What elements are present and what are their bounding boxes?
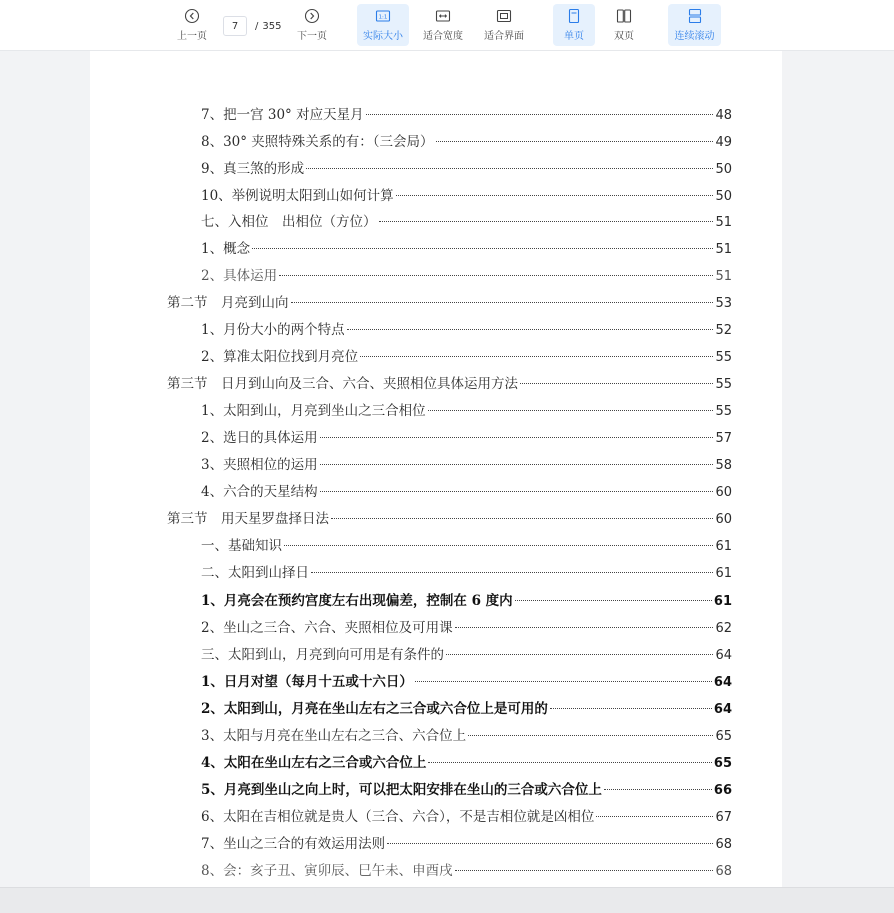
- svg-text:1:1: 1:1: [378, 14, 388, 21]
- toc-leader-dots: [311, 572, 713, 573]
- toc-entry-page: 50: [715, 162, 732, 177]
- toc-entry-title: 3、太阳与月亮在坐山左右之三合、六合位上: [201, 728, 467, 744]
- toc-entry-title: 第三节 日月到山向及三合、六合、夹照相位具体运用方法: [167, 376, 518, 392]
- toc-entry-title: 4、六合的天星结构: [201, 484, 318, 500]
- toc-leader-dots: [284, 545, 713, 546]
- single-page-icon: [566, 8, 582, 24]
- toc-entry-page: 52: [715, 323, 732, 338]
- single-page-button[interactable]: [553, 4, 595, 46]
- toc-leader-dots: [279, 275, 713, 276]
- toc-entry-title: 第三节 用天星罗盘择日法: [167, 511, 329, 527]
- toc-entry: [201, 318, 732, 338]
- toc-entry-title: 9、真三煞的形成: [201, 161, 305, 177]
- double-page-icon: [616, 8, 632, 24]
- toc-entry: [201, 534, 732, 554]
- toc-entry-page: 48: [715, 108, 732, 123]
- toc-entry-title: 1、太阳到山，月亮到坐山之三合相位: [201, 403, 426, 419]
- toc-entry: [201, 561, 732, 581]
- fit-width-label: 适合宽度: [423, 31, 463, 42]
- toc-leader-dots: [306, 168, 713, 169]
- toc-entry: [201, 832, 732, 852]
- toc-entry: [201, 643, 732, 663]
- toc-entry-title: 2、具体运用: [201, 268, 278, 284]
- toc-entry-title: 8、会：亥子丑、寅卯辰、巳午未、申酉戌: [201, 863, 453, 879]
- chevron-right-circle-icon: [304, 8, 320, 24]
- toc-entry-page: 50: [715, 189, 732, 204]
- toc-entry: [201, 345, 732, 365]
- toc-entry-page: 57: [715, 431, 732, 446]
- toc-entry-title: 7、把一宫 30° 对应天星月: [201, 107, 364, 123]
- actual-size-label: 实际大小: [363, 31, 403, 42]
- toc-entry-page: 55: [715, 404, 732, 419]
- toc-leader-dots: [387, 843, 713, 844]
- toc-leader-dots: [604, 789, 712, 790]
- toc-entry: [201, 805, 732, 825]
- toc-entry: [201, 426, 732, 446]
- toc-leader-dots: [320, 491, 714, 492]
- toc-leader-dots: [455, 870, 714, 871]
- toc-entry: [201, 859, 732, 879]
- document-page: [90, 51, 782, 887]
- toc-leader-dots: [596, 816, 713, 817]
- toc-leader-dots: [455, 627, 714, 628]
- toc-entry-title: 二、太阳到山择日: [201, 565, 309, 581]
- toc-entry-title: 三、太阳到山，月亮到向可用是有条件的: [201, 647, 444, 663]
- toc-entry-title: 4、太阳在坐山左右之三合或六合位上: [201, 755, 427, 771]
- toc-entry-page: 62: [715, 621, 732, 636]
- toc-leader-dots: [252, 248, 713, 249]
- toc-entry-title: 10、举例说明太阳到山如何计算: [201, 188, 394, 204]
- toc-leader-dots: [360, 356, 713, 357]
- actual-size-icon: [375, 8, 391, 24]
- toc-entry-page: 64: [715, 648, 732, 663]
- toc-entry-page: 49: [715, 135, 732, 150]
- toc-entry: [201, 210, 732, 230]
- page-number-input[interactable]: [223, 16, 247, 36]
- toc-entry-page: 64: [713, 702, 732, 717]
- toc-entry-title: 1、月亮会在预约宫度左右出现偏差，控制在 6 度内: [201, 593, 513, 609]
- prev-page-label: 上一页: [177, 31, 207, 42]
- document-viewport[interactable]: [0, 51, 894, 887]
- toc-leader-dots: [520, 383, 713, 384]
- toc-leader-dots: [415, 681, 712, 682]
- toc-entry: [201, 616, 732, 636]
- toc-entry-page: 53: [715, 296, 732, 311]
- toc-entry-page: 51: [715, 242, 732, 257]
- toc-entry-title: 5、月亮到坐山之向上时，可以把太阳安排在坐山的三合或六合位上: [201, 782, 602, 798]
- toc-leader-dots: [347, 329, 714, 330]
- toc-entry-page: 68: [715, 837, 732, 852]
- double-page-button[interactable]: [603, 4, 645, 46]
- toc-entry-page: 66: [713, 783, 732, 798]
- toc-entry-page: 65: [713, 756, 732, 771]
- toc-leader-dots: [428, 410, 714, 411]
- toc-leader-dots: [291, 302, 714, 303]
- toc-entry-title: 1、概念: [201, 241, 251, 257]
- toc-entry-title: 2、算准太阳位找到月亮位: [201, 349, 359, 365]
- toc-entry-title: 2、坐山之三合、六合、夹照相位及可用课: [201, 620, 453, 636]
- toc-entry: [201, 157, 732, 177]
- toc-entry-page: 65: [715, 729, 732, 744]
- toc-entry: [201, 670, 732, 690]
- continuous-scroll-button[interactable]: [668, 4, 721, 46]
- toc-entry-page: 61: [713, 594, 732, 609]
- fit-page-button[interactable]: [479, 4, 529, 46]
- toc-leader-dots: [320, 437, 714, 438]
- toc-leader-dots: [396, 195, 714, 196]
- toc-leader-dots: [320, 464, 714, 465]
- toc-entry-title: 1、日月对望（每月十五或十六日）: [201, 674, 413, 690]
- toc-entry-title: 第二节 月亮到山向: [167, 295, 289, 311]
- toc-section-heading: [167, 291, 732, 311]
- total-pages: 355: [262, 20, 282, 32]
- viewer-toolbar: [0, 0, 894, 51]
- toc-entry-title: 一、基础知识: [201, 538, 282, 554]
- toc-section-heading: [167, 507, 732, 527]
- page-navigator: [223, 16, 281, 36]
- toc-entry-page: 55: [715, 350, 732, 365]
- toc-entry: [201, 589, 732, 609]
- toc-entry-title: 6、太阳在吉相位就是贵人（三合、六合），不是吉相位就是凶相位: [201, 809, 595, 825]
- toc-leader-dots: [550, 708, 712, 709]
- toc-leader-dots: [366, 114, 714, 115]
- toc-entry-page: 60: [715, 485, 732, 500]
- page-separator: /: [255, 20, 259, 32]
- toc-entry: [201, 184, 732, 204]
- chevron-left-circle-icon: [184, 8, 200, 24]
- toc-leader-dots: [331, 518, 713, 519]
- toc-entry-title: 2、选日的具体运用: [201, 430, 318, 446]
- toc-entry-page: 55: [715, 377, 732, 392]
- toc-entry-title: 7、坐山之三合的有效运用法则: [201, 836, 386, 852]
- fit-width-icon: [435, 8, 451, 24]
- toc-entry-title: 3、夹照相位的运用: [201, 457, 318, 473]
- toc-entry: [201, 724, 732, 744]
- toc-entry: [201, 264, 732, 284]
- toc-entry-page: 64: [713, 675, 732, 690]
- horizontal-scrollbar[interactable]: [0, 887, 894, 913]
- double-page-label: 双页: [614, 31, 634, 42]
- toc-leader-dots: [515, 600, 712, 601]
- toc-entry: [201, 453, 732, 473]
- prev-page-button[interactable]: [172, 4, 212, 46]
- toc-leader-dots: [379, 221, 714, 222]
- toc-entry-title: 8、30° 夹照特殊关系的有：（三会局）: [201, 134, 434, 150]
- next-page-button[interactable]: [292, 4, 332, 46]
- toc-entry: [201, 237, 732, 257]
- toc-entry-title: 1、月份大小的两个特点: [201, 322, 345, 338]
- toc-leader-dots: [436, 141, 714, 142]
- toc-leader-dots: [428, 762, 712, 763]
- toc-entry-page: 58: [715, 458, 732, 473]
- toc-entry-page: 51: [715, 269, 732, 284]
- actual-size-button[interactable]: [357, 4, 409, 46]
- fit-page-label: 适合界面: [484, 31, 524, 42]
- toc-entry: [201, 480, 732, 500]
- toc-section-heading: [167, 372, 732, 392]
- toc-entry-page: 67: [715, 810, 732, 825]
- toc-entry-page: 60: [715, 512, 732, 527]
- toc-entry-page: 68: [715, 864, 732, 879]
- toc-entry: [201, 399, 732, 419]
- single-page-label: 单页: [564, 31, 584, 42]
- toc-entry: [201, 697, 732, 717]
- toc-entry-page: 51: [715, 215, 732, 230]
- toc-leader-dots: [446, 654, 713, 655]
- toc-entry: [201, 130, 732, 150]
- toc-entry-page: 61: [715, 539, 732, 554]
- toc-leader-dots: [468, 735, 713, 736]
- toc-entry-page: 61: [715, 566, 732, 581]
- toc-entry-title: 2、太阳到山，月亮在坐山左右之三合或六合位上是可用的: [201, 701, 548, 717]
- toc-entry: [201, 751, 732, 771]
- next-page-label: 下一页: [297, 31, 327, 42]
- toc-entry-title: 七、入相位 出相位（方位）: [201, 214, 377, 230]
- fit-width-button[interactable]: [418, 4, 468, 46]
- continuous-scroll-label: 连续滚动: [674, 31, 715, 42]
- toc-entry: [201, 778, 732, 798]
- toc-entry: [201, 103, 732, 123]
- continuous-scroll-icon: [687, 8, 703, 24]
- fit-page-icon: [496, 8, 512, 24]
